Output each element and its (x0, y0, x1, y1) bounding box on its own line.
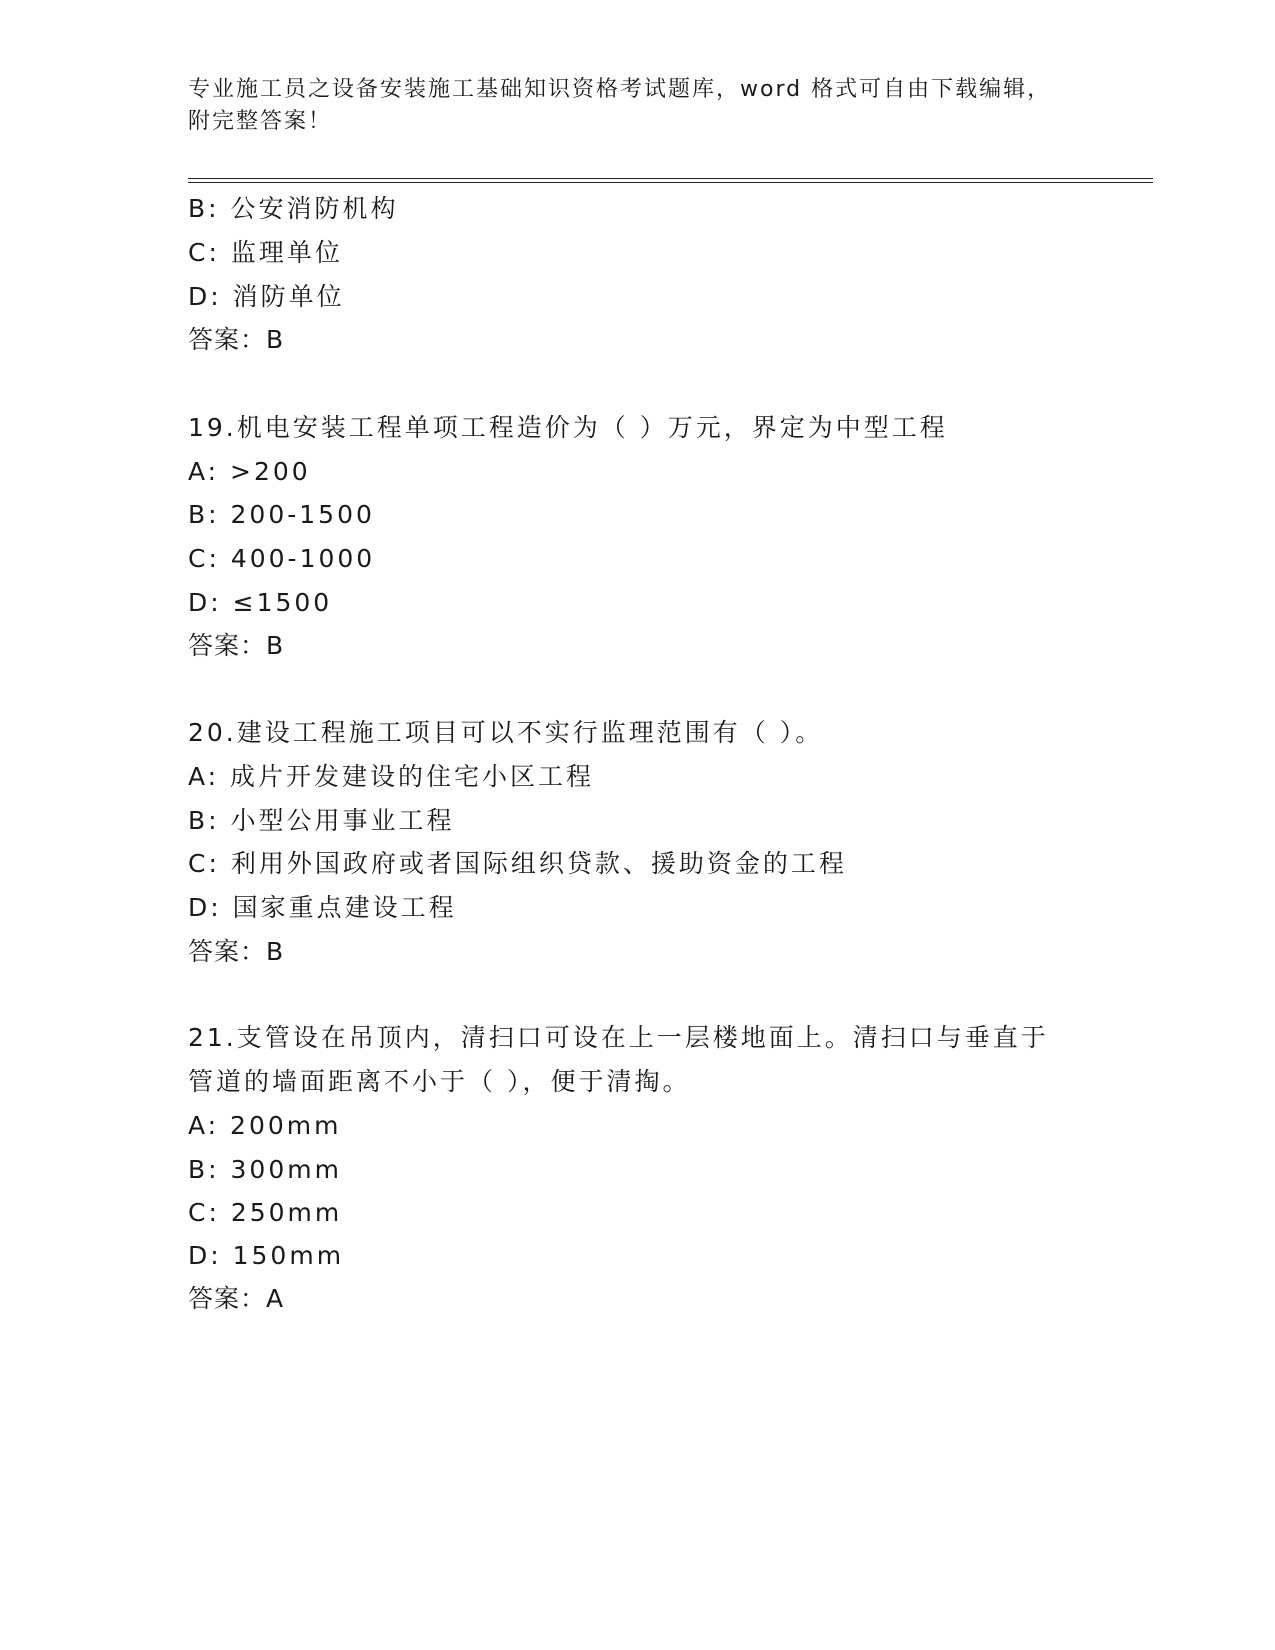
q21-question-line-1: 21.支管设在吊顶内，清扫口可设在上一层楼地面上。清扫口与垂直于 (188, 1023, 1049, 1052)
q20-option-a: A: 成片开发建设的住宅小区工程 (188, 762, 595, 791)
q20-question: 20.建设工程施工项目可以不实行监理范围有（ ）。 (188, 718, 824, 747)
q21-question-line-2: 管道的墙面距离不小于（ ），便于清掏。 (188, 1067, 691, 1096)
q18-answer: 答案：B (188, 325, 285, 354)
q21-answer: 答案：A (188, 1284, 285, 1313)
header-divider-bottom (188, 182, 1153, 183)
q21-option-d: D: 150mm (188, 1241, 345, 1270)
q21-option-b: B: 300mm (188, 1155, 342, 1184)
q19-option-d: D: ≤1500 (188, 588, 333, 617)
q18-option-b: B: 公安消防机构 (188, 194, 399, 223)
q18-option-c: C: 监理单位 (188, 238, 343, 267)
q20-answer: 答案：B (188, 937, 285, 966)
q19-option-b: B: 200-1500 (188, 500, 375, 529)
q19-question: 19.机电安装工程单项工程造价为（ ）万元，界定为中型工程 (188, 413, 948, 442)
document-header (188, 74, 1068, 138)
q20-option-b: B: 小型公用事业工程 (188, 806, 455, 835)
q20-option-c: C: 利用外国政府或者国际组织贷款、援助资金的工程 (188, 849, 847, 878)
q21-option-c: C: 250mm (188, 1198, 343, 1227)
q19-answer: 答案：B (188, 631, 285, 660)
q18-option-d: D: 消防单位 (188, 282, 345, 311)
q20-option-d: D: 国家重点建设工程 (188, 893, 457, 922)
q19-option-a: A: >200 (188, 457, 311, 486)
header-line-1: 专业施工员之设备安装施工基础知识资格考试题库，word 格式可自由下载编辑， (188, 77, 1052, 102)
q19-option-c: C: 400-1000 (188, 544, 376, 573)
header-divider-top (188, 178, 1153, 179)
header-line-2: 附完整答案！ (188, 109, 333, 134)
q21-option-a: A: 200mm (188, 1111, 342, 1140)
